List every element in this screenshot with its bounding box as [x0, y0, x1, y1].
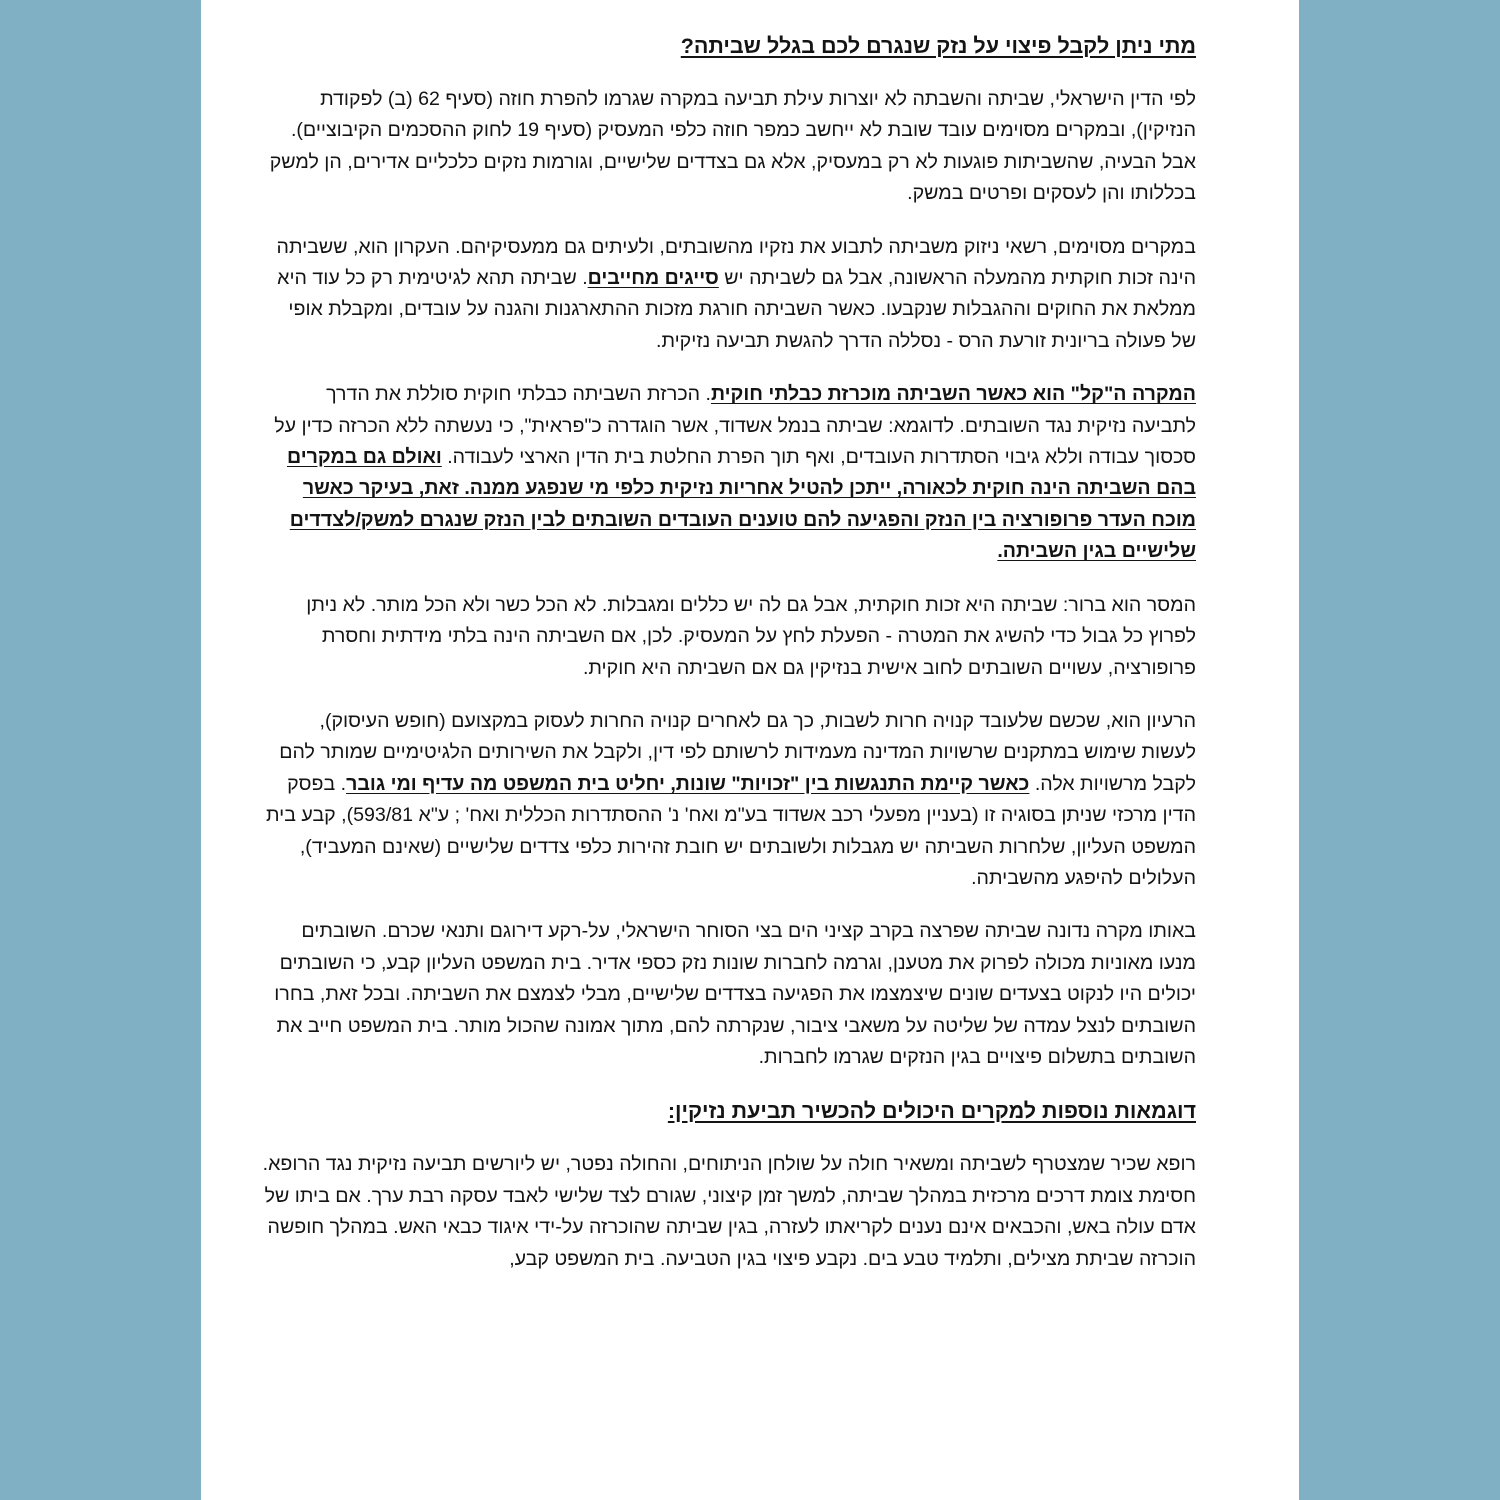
page-title: מתי ניתן לקבל פיצוי על נזק שנגרם לכם בגלל שביתה? — [680, 34, 1196, 58]
paragraph-illegal-strike — [261, 379, 1196, 567]
paragraph-law-background: לפי הדין הישראלי, שביתה והשבתה לא יוצרות עילת תביעה במקרה שגרמו להפרת חוזה (סעיף 62 (ב) לפקודת הנזיקין), ובמקרים מסוימים עובד שובת לא ייחשב כמפר חוזה כלפי המעסיק (סעיף 19 לחוק ההסכמים הקיבוציים). אבל הבעיה, שהשביתות פוגעות לא רק במעסיק, אלא גם בצדדים שלישיים, וגורמות נזקים כלכליים אדירים, הן למשק בכללותו והן לעסקים ופרטים במשק. — [269, 88, 1196, 205]
emphasized-text: סייגים מחייבים — [587, 267, 719, 290]
paragraph-text: הרעיון הוא, שכשם שלעובד קנויה חרות לשבות, כך גם לאחרים קנויה החרות לעסוק במקצועם (חופש העיסוק), לעשות שימוש במתקנים שרשויות המדינה מעמידות לרשותם לפי דין, ולקבל את השירותים הלגיטימיים שמותר להם לקבל מרשויות אלה. — [279, 709, 1196, 795]
emphasized-text: כאשר קיימת התנגשות בין "זכויות" שונות, יחליט בית המשפט מה עדיף ומי גובר — [346, 772, 1030, 795]
emphasized-text: המקרה ה"קל" הוא כאשר השביתה מוכרזת כבלתי חוקית — [710, 383, 1196, 406]
document-page — [201, 0, 1299, 1500]
paragraph-message: המסר הוא ברור: שביתה היא זכות חוקתית, אבל גם לה יש כללים ומגבלות. לא הכל כשר ולא הכל מותר. לא ניתן לפרוץ כל גבול כדי להשיג את המטרה - הפעלת לחץ על המעסיק. לכן, אם השביתה הינה בלתי מידתית וחסרת פרופורציה, עשויים השובתים לחוב אישית בנזיקין גם אם השביתה היא חוקית. — [306, 593, 1196, 679]
paragraph-text: . הכרזת השביתה כבלתי חוקית סוללת את הדרך לתביעה נזיקית נגד השובתים. לדוגמא: שביתה בנמל אשדוד, אשר הוגדרה כ"פראית", כי נעשתה ללא הכרזה כדין על סכסוך עבודה וללא גיבוי הסתדרות העובדים, ואף תוך הפרת החלטת בית הדין הארצי לעבודה. — [274, 383, 1196, 469]
paragraph-text: במקרים מסוימים, רשאי ניזוק משביתה לתבוע את נזקיו מהשובתים, ולעיתים גם ממעסיקיהם. העקרון הוא, ששביתה הינה זכות חוקתית מהמעלה הראשונה, אבל גם לשביתה יש — [276, 235, 1196, 290]
section-subheading: דוגמאות נוספות למקרים היכולים להכשיר תביעת נזיקין: — [667, 1099, 1196, 1124]
paragraph-case-example: באותו מקרה נדונה שביתה שפרצה בקרב קציני הים בצי הסוחר הישראלי, על-רקע דירוגם ותנאי שכרם. השובתים מנעו מאוניות מכולה לפרוק את מטענן, וגרמה לחברות שונות נזק כספי אדיר. בית המשפט העליון קבע, כי השובתים יכולים היו לנקוט בצעדים שונים שיצמצמו את הפגיעה בצדדים שלישיים, מבלי לצמצם את השביתה. ובכל זאת, בחרו השובתים לנצל עמדה של שליטה על משאבי ציבור, שנקרתה להם, מתוך אמונה שהכול מותר. בית המשפט חייב את השובתים בתשלום פיצויים בגין הנזקים שגרמו לחברות. — [274, 920, 1196, 1068]
paragraph-conflicting-rights — [261, 706, 1196, 894]
paragraph-more-examples: רופא שכיר שמצטרף לשביתה ומשאיר חולה על שולחן הניתוחים, והחולה נפטר, יש ליורשים תביעה נזיקית נגד הרופא. חסימת צומת דרכים מרכזית במהלך שביתה, למשך זמן קיצוני, שגורם לצד שלישי לאבד עסקה רבת ערך. אם ביתו של אדם עולה באש, והכבאים אינם נענים לקריאתו לעזרה, בגין שביתה שהוכרזה על-ידי איגוד כבאי האש. במהלך חופשה הוכרזה שביתת מצילים, ותלמיד טבע בים. נקבע פיצוי בגין הטביעה. בית המשפט קבע, — [262, 1153, 1196, 1270]
paragraph-text: . שביתה תהא לגיטימית רק כל עוד היא ממלאת את החוקים וההגבלות שנקבעו. כאשר השביתה חורגת מזכות ההתארגנות והגנה על עובדים, ומקבלת אופי של פעולה בריונית זורעת הרס - נסללה הדרך להגשת תביעה נזיקית. — [277, 267, 1196, 352]
paragraph-strike-limits — [261, 232, 1196, 358]
emphasized-text: ואולם גם במקרים בהם השביתה הינה חוקית לכאורה, ייתכן להטיל אחריות נזיקית כלפי מי שנפגע ממנה. זאת, בעיקר כאשר מוכח העדר פרופורציה בין הנזק והפגיעה להם טוענים העובדים השובתים לבין הנזק שנגרם למשק/לצדדים שלישיים בגין השביתה. — [286, 446, 1196, 563]
paragraph-text: . בפסק הדין מרכזי שניתן בסוגיה זו (בעניין מפעלי רכב אשדוד בע"מ ואח' נ' ההסתדרות הכללית ואח' ; ע"א 593/81), קבע בית המשפט העליון, שלחרות השביתה יש מגבלות ולשובתים יש חובת זהירות כלפי צדדים שלישיים (שאינם המעביד), העלולים להיפגע מהשביתה. — [266, 772, 1196, 889]
